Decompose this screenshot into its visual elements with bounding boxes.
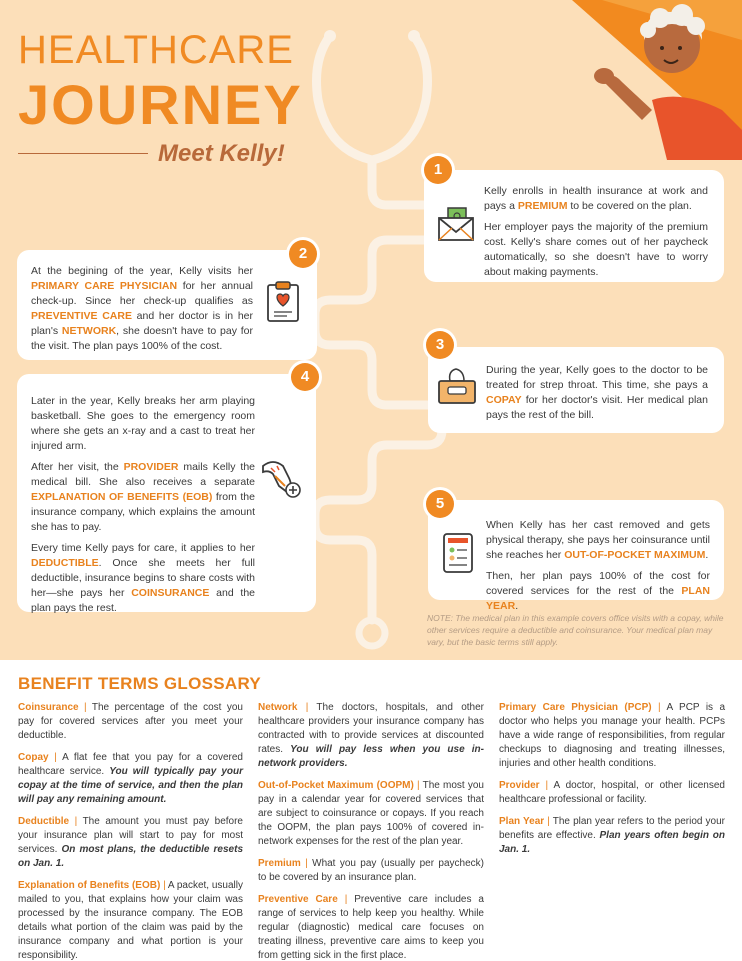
step-text-segment: Later in the year, Kelly breaks her arm playing basketball. She goes to the emergency room where she gets an x-ray and a cast to treat her injured arm. — [31, 395, 255, 452]
step-text-segment: for her doctor's visit. Her medical plan pays the rest of the bill. — [486, 394, 708, 421]
step-text-segment: to be covered on the plan. — [567, 200, 692, 212]
step-text-segment: . — [515, 600, 519, 612]
step-4-paragraph — [31, 541, 255, 616]
glossary-definition: A doctor, hospital, or other licensed healthcare professional or facility. — [499, 780, 725, 805]
glossary-definition: You will typically pay your copay at the time of service, and then the plan will pay any remaining amount. — [18, 766, 243, 805]
glossary-term: Premium — [258, 858, 301, 869]
glossary-term: Primary Care Physician (PCP) — [499, 702, 652, 713]
glossary-entry — [499, 779, 725, 807]
envelope-with-money-icon — [436, 206, 476, 242]
step-card-4 — [17, 374, 316, 612]
step-4-paragraph — [31, 460, 255, 535]
key-term: PLAN YEAR — [486, 585, 710, 612]
step-number-4: 4 — [291, 363, 319, 391]
glossary-term: Coinsurance — [18, 702, 79, 713]
step-number-2: 2 — [289, 240, 317, 268]
glossary-column-3 — [499, 701, 725, 865]
key-term: COINSURANCE — [131, 587, 210, 599]
glossary-term: Preventive Care — [258, 894, 338, 905]
glossary-definition: You will pay less when you use in-network providers. — [258, 744, 484, 769]
key-term: OUT-OF-POCKET MAXIMUM — [564, 549, 706, 561]
step-text-segment: Every time Kelly pays for care, it applies to her — [31, 542, 255, 554]
step-card-2 — [17, 250, 317, 360]
glossary-separator: | — [651, 702, 667, 713]
glossary-separator: | — [544, 816, 553, 827]
glossary-separator: | — [78, 702, 92, 713]
glossary-term: Network — [258, 702, 298, 713]
glossary-separator: | — [413, 780, 423, 791]
step-3-paragraph — [486, 363, 708, 423]
glossary-definition: The percentage of the cost you pay for covered services after you meet your deductible. — [18, 702, 243, 741]
glossary-separator: | — [337, 894, 355, 905]
glossary-definition: The doctors, hospitals, and other healthcare providers your insurance company has contracted with to provide services at discounted rates. — [258, 702, 484, 755]
glossary-column-2 — [258, 701, 484, 961]
subtitle-meet-kelly: Meet Kelly! — [158, 140, 285, 167]
glossary-entry — [499, 815, 725, 857]
step-text-segment: mails Kelly the medical bill. She also receives a separate — [31, 461, 255, 488]
step-card-1 — [424, 170, 724, 282]
step-text-segment: At the begining of the year, Kelly visits her — [31, 265, 253, 277]
glossary-definition: Preventive care includes a range of services to help keep you healthy. While regular (diagnostic) medical care focuses on treating illness, preventive care aims to keep you from getting sick in the first place. — [258, 894, 484, 961]
glossary-entry — [258, 779, 484, 849]
step-text-segment: . Once she meets her full deductible, insurance begins to share costs with her—she pays her — [31, 557, 255, 599]
glossary-separator: | — [69, 816, 83, 827]
step-text-segment: for her annual check-up. Since her check-up qualifies as — [31, 280, 253, 307]
plan-note: NOTE: The medical plan in this example covers office visits with a copay, while other services require a deductible and coinsurance. Your medical plan may vary, but the basic terms still apply. — [427, 613, 724, 647]
glossary-term: Explanation of Benefits (EOB) — [18, 880, 161, 891]
key-term: PREVENTIVE CARE — [31, 310, 132, 322]
key-term: PREMIUM — [517, 200, 568, 212]
glossary-definition: The amount you must pay before your insurance plan will start to pay for most services. — [18, 816, 243, 855]
step-text-segment: and the plan pays the rest. — [31, 587, 256, 614]
step-text-segment: When Kelly has her cast removed and gets physical therapy, she pays her coinsurance until she reaches her — [486, 519, 710, 561]
glossary-definition: A flat fee that you pay for a covered healthcare service. — [18, 752, 243, 777]
glossary-separator: | — [160, 880, 168, 891]
key-term: PRIMARY CARE PHYSICIAN — [31, 280, 178, 292]
glossary-entry — [18, 815, 243, 871]
key-term: DEDUCTIBLE — [31, 557, 99, 569]
glossary-definition: On most plans, the deductible resets on Jan. 1. — [18, 844, 244, 869]
glossary-entry — [258, 857, 484, 885]
step-2-paragraph — [31, 264, 253, 354]
glossary-term: Out-of-Pocket Maximum (OOPM) — [258, 780, 414, 791]
glossary-definition: What you pay (usually per paycheck) to be covered by an insurance plan. — [258, 858, 485, 883]
key-term: COPAY — [486, 394, 522, 406]
glossary-definition: A PCP is a doctor who helps you manage your health. PCPs have a wide range of responsibilities, from regular checkups to diagnosing and treating illnesses, injuries and other health conditions. — [499, 702, 726, 769]
glossary-term: Provider — [499, 780, 540, 791]
clipboard-heart-icon — [265, 280, 301, 324]
glossary-separator: | — [300, 858, 313, 869]
step-text-segment: and her doctor is in her plan's — [31, 310, 254, 337]
broken-arm-icon — [259, 456, 305, 502]
glossary-term: Plan Year — [499, 816, 545, 827]
step-1-paragraph — [484, 184, 708, 214]
glossary-column-1 — [18, 701, 243, 961]
glossary-separator: | — [539, 780, 554, 791]
step-text-segment: . — [705, 549, 709, 561]
glossary-entry — [258, 893, 484, 961]
step-text-segment: Her employer pays the majority of the premium cost. Kelly's share comes out of her paycheck automatically, so she doesn't have to worry about making payments. — [484, 221, 708, 278]
step-card-3 — [428, 347, 724, 433]
title-healthcare: HEALTHCARE — [18, 28, 294, 72]
step-5-paragraph — [486, 569, 710, 614]
step-text-segment: Kelly enrolls in health insurance at work and pays a — [484, 185, 708, 212]
glossary-definition: The most you pay in a calendar year for covered services that are subject to coinsurance or copays. If you reach the OOPM, the plan pays 100% of covered in-network expenses for the rest of the plan year. — [258, 780, 484, 847]
glossary-entry — [18, 701, 243, 743]
glossary-title: BENEFIT TERMS GLOSSARY — [18, 674, 262, 693]
glossary-definition: A packet, usually mailed to you, that explains how your claim was processed by the insurance company. The EOB details what portion of the claim was paid by the insurance company and what portion is your responsibility. — [18, 880, 243, 961]
glossary-entry — [499, 701, 725, 771]
tissue-box-icon — [436, 367, 478, 407]
glossary-separator: | — [297, 702, 317, 713]
key-term: NETWORK — [61, 325, 117, 337]
step-text-segment: from the insurance company, which explains the amount she has to pay. — [31, 491, 255, 533]
step-card-5 — [428, 500, 724, 612]
step-4-paragraph — [31, 394, 255, 454]
glossary-separator: | — [48, 752, 63, 763]
glossary-definition: Plan years often begin on Jan. 1. — [499, 830, 725, 855]
glossary-term: Copay — [18, 752, 49, 763]
glossary-definition: The plan year refers to the period your benefits are effective. — [499, 816, 725, 841]
key-term: PROVIDER — [123, 461, 179, 473]
glossary-entry — [18, 751, 243, 807]
title-journey: JOURNEY — [18, 73, 303, 136]
claim-tablet-icon — [442, 532, 474, 574]
step-text-segment: Then, her plan pays 100% of the cost for covered services for the rest of the — [486, 570, 710, 597]
glossary-entry — [258, 701, 484, 771]
step-text-segment: After her visit, the — [31, 461, 124, 473]
glossary-entry — [18, 879, 243, 961]
key-term: EXPLANATION OF BENEFITS (EOB) — [31, 491, 213, 503]
step-1-paragraph — [484, 220, 708, 280]
glossary-section — [0, 660, 742, 961]
title-divider — [18, 153, 148, 154]
glossary-term: Deductible — [18, 816, 70, 827]
step-number-3: 3 — [426, 331, 454, 359]
step-text-segment: During the year, Kelly goes to the doctor to be treated for strep throat. This time, she pays a — [486, 364, 708, 391]
step-number-5: 5 — [426, 490, 454, 518]
step-5-paragraph — [486, 518, 710, 563]
step-text-segment: , she doesn't have to pay for the visit. The plan pays 100% of the cost. — [31, 325, 253, 352]
step-number-1: 1 — [424, 156, 452, 184]
